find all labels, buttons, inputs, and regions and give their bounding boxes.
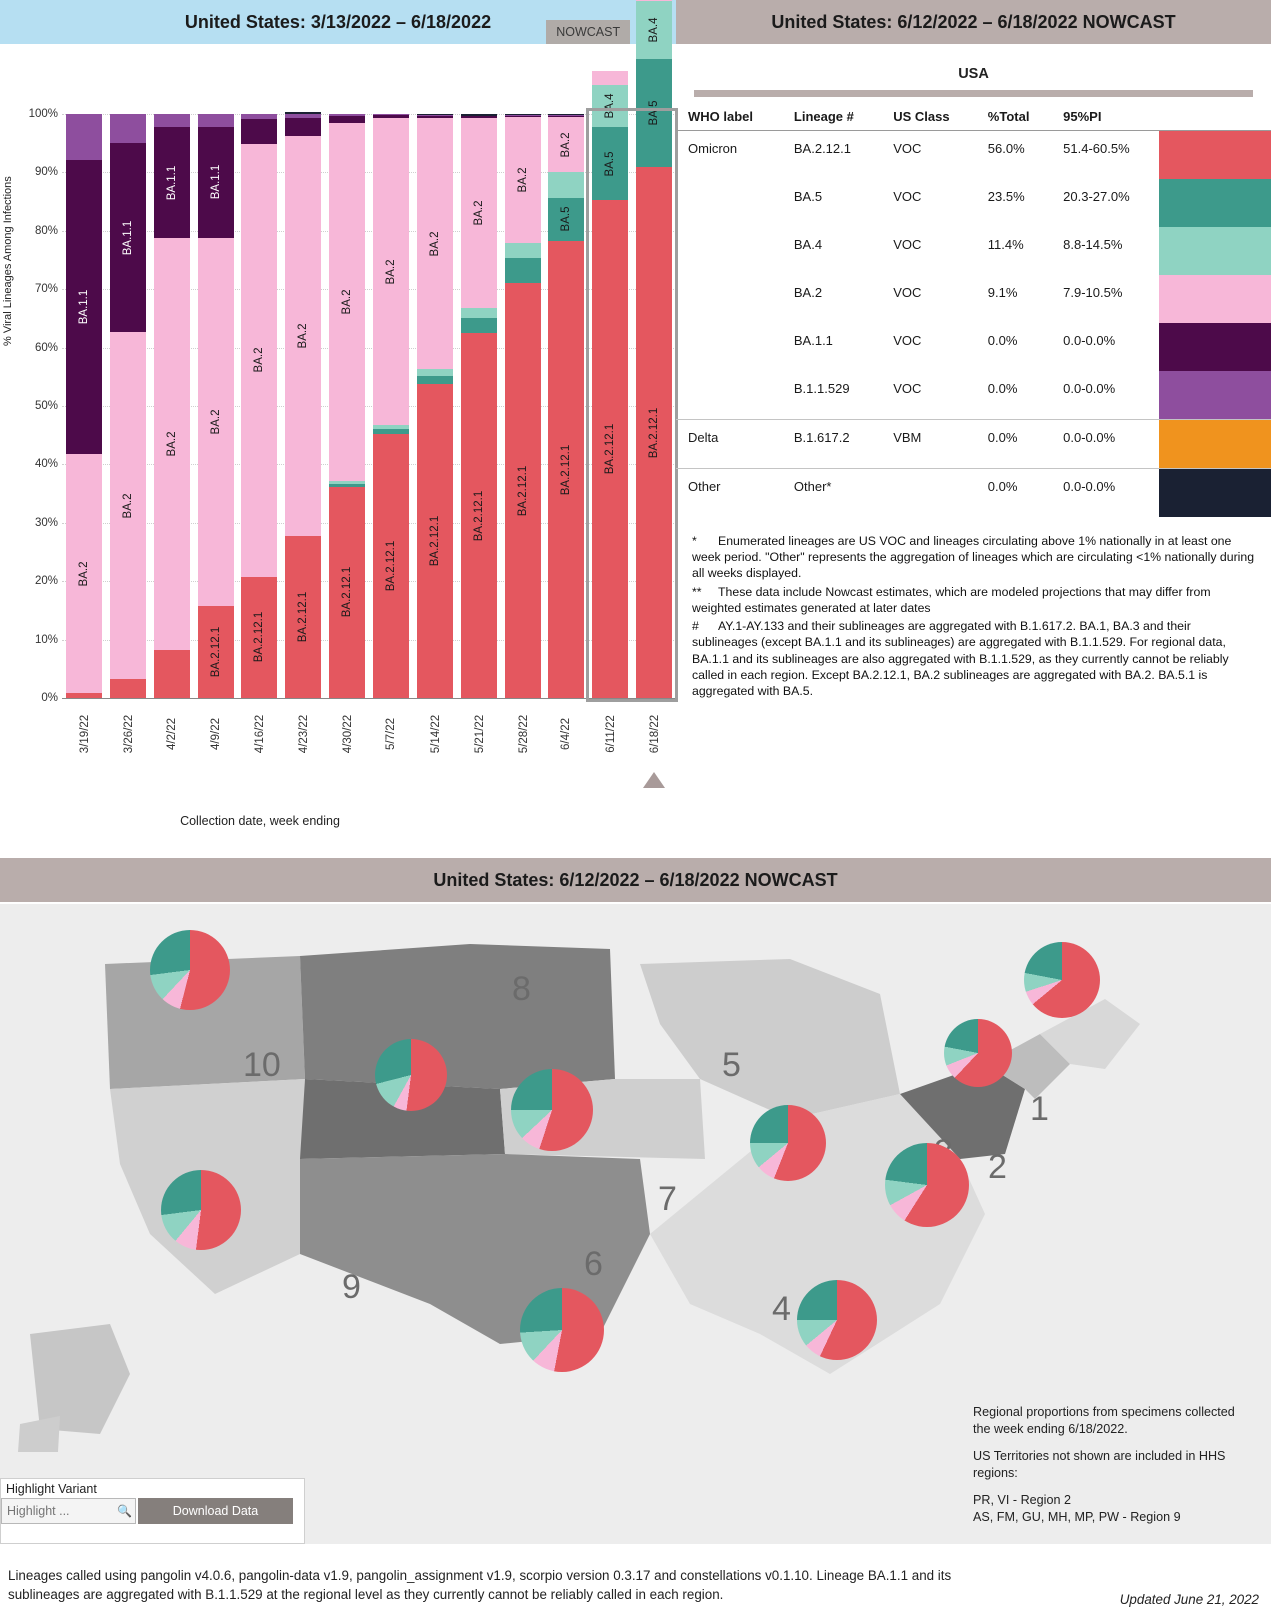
footnote-text: AY.1-AY.133 and their sublineages are aggregated with B.1.617.2. BA.1, BA.3 and their sublineages (except BA.1.1 and its sublineages) are aggregated with B.1.1.529. For regional data, BA.1.1 and its sublineages are also aggregated with B.1.1.529, as they currently cannot be reliably called in each region. Except BA.2.12.1, BA.2 sublineages are aggregated with BA.2. BA.5.1 is aggregated with BA.5. <box>692 619 1229 698</box>
bar-segment[interactable] <box>329 487 365 698</box>
table-row <box>676 323 1271 371</box>
bar-segment-label: BA.2.12.1 <box>297 591 310 643</box>
footnotes <box>692 533 1255 699</box>
footnote-marker: # <box>692 619 699 634</box>
x-tick-label: 6/11/22 <box>604 715 617 753</box>
bar-column[interactable] <box>66 114 102 698</box>
search-icon: 🔍 <box>117 1504 132 1518</box>
bar-segment-label: BA.2 <box>428 231 441 257</box>
bar-segment[interactable] <box>461 118 497 308</box>
cell-lineage: BA.1.1 <box>793 333 833 348</box>
region-number-9: 9 <box>342 1268 361 1306</box>
cell-95pi: 7.9-10.5% <box>1063 285 1123 300</box>
bar-segment[interactable] <box>241 577 277 698</box>
region-number-10: 10 <box>243 1046 281 1084</box>
nowcast-table-panel <box>676 0 1271 852</box>
bar-segment[interactable] <box>241 144 277 576</box>
y-axis-ticks <box>18 108 62 704</box>
cell-who-label <box>676 227 782 275</box>
bar-segment[interactable] <box>66 114 102 160</box>
bar-segment[interactable] <box>505 258 541 284</box>
map-note-line-0: Regional proportions from specimens collected the week ending 6/18/2022. <box>973 1405 1235 1436</box>
region-pie-6[interactable] <box>520 1288 604 1372</box>
y-tick-label: 20% <box>34 575 58 588</box>
table-row <box>676 131 1271 180</box>
bar-segment-label: BA.4 <box>648 17 661 43</box>
cell-color-swatch <box>1159 275 1271 323</box>
cell-color-swatch <box>1159 179 1271 227</box>
cell-95pi: 51.4-60.5% <box>1063 141 1130 156</box>
footnote <box>692 618 1255 699</box>
cell-us-class: VOC <box>893 189 922 204</box>
region-pie-5[interactable] <box>750 1105 826 1181</box>
bar-segment-label: BA.2 <box>560 132 573 158</box>
bar-segment[interactable] <box>417 376 453 384</box>
x-tick-label: 3/26/22 <box>122 714 135 754</box>
x-axis-title: Collection date, week ending <box>180 814 340 828</box>
bar-segment[interactable] <box>373 434 409 698</box>
highlight-input-wrapper <box>1 1498 136 1524</box>
bar-segment[interactable] <box>636 1 672 59</box>
bar-segment[interactable] <box>592 127 628 201</box>
bar-segment[interactable] <box>636 59 672 168</box>
footnote-text: Enumerated lineages are US VOC and lineages circulating above 1% nationally in at least one week period. "Other" represents the aggregation of lineages which are circulating <1% nationally during all weeks displayed. <box>692 534 1255 581</box>
x-tick-label: 5/21/22 <box>473 714 486 754</box>
bar-segment[interactable] <box>373 118 409 425</box>
y-tick-label: 90% <box>34 166 58 179</box>
bar-segment[interactable] <box>198 114 234 127</box>
y-axis-label: % Viral Lineages Among Infections <box>2 176 14 346</box>
bar-column[interactable] <box>329 114 365 698</box>
bar-segment[interactable] <box>592 200 628 698</box>
cell-lineage: Other* <box>793 479 832 494</box>
left-panel-banner: United States: 3/13/2022 – 6/18/2022 <box>0 0 676 44</box>
cell-who-label <box>676 371 782 420</box>
table-row <box>676 227 1271 275</box>
highlight-variant-input[interactable] <box>1 1498 136 1524</box>
cell-lineage: BA.5 <box>793 189 823 204</box>
bar-segment[interactable] <box>198 238 234 606</box>
cell-pct-total: 9.1% <box>987 285 1018 300</box>
bar-segment-label: BA.2.12.1 <box>472 490 485 541</box>
map-note-line-2: PR, VI - Region 2 <box>973 1493 1071 1507</box>
color-swatch <box>1159 179 1271 227</box>
x-tick-label: 5/7/22 <box>384 718 397 750</box>
bar-segment[interactable] <box>329 123 365 481</box>
cell-95pi: 8.8-14.5% <box>1063 237 1123 252</box>
region-number-8: 8 <box>512 970 531 1008</box>
bar-segment[interactable] <box>329 116 365 124</box>
bar-segment[interactable] <box>505 283 541 698</box>
bar-segment-label: BA.2 <box>253 347 266 373</box>
cell-us-class: VBM <box>881 420 976 469</box>
cell-95pi: 0.0-0.0% <box>1063 479 1116 494</box>
region-pie-7[interactable] <box>511 1069 593 1151</box>
updated-date: Updated June 21, 2022 <box>1119 1592 1259 1607</box>
bar-segment[interactable] <box>592 85 628 126</box>
bar-segment[interactable] <box>461 308 497 317</box>
bar-segment-label: BA.1.1 <box>165 165 178 201</box>
bar-segment[interactable] <box>110 143 146 332</box>
bar-segment-label: BA.1.1 <box>121 220 134 255</box>
cell-color-swatch <box>1159 323 1271 371</box>
bar-segment[interactable] <box>548 172 584 197</box>
col-color-swatch <box>1159 103 1271 131</box>
cell-who-label <box>676 323 782 371</box>
bar-segment-label: BA.2 <box>165 431 178 457</box>
cell-lineage: B.1.617.2 <box>782 420 881 469</box>
cell-pct-total: 56.0% <box>987 141 1025 156</box>
cell-color-swatch <box>1159 227 1271 275</box>
bar-segment[interactable] <box>592 71 628 85</box>
bar-segment[interactable] <box>548 241 584 698</box>
color-swatch <box>1159 469 1271 517</box>
bar-segment-label: BA.2.12.1 <box>604 423 617 475</box>
bar-segment-label: BA.2.12.1 <box>428 515 441 567</box>
bar-segment[interactable] <box>548 117 584 172</box>
bar-segment-label: BA.2.12.1 <box>253 612 266 663</box>
bar-segment-label: BA.2.12.1 <box>516 465 529 516</box>
map-note-line-1: US Territories not shown are included in HHS regions: <box>973 1449 1226 1480</box>
y-tick-label: 60% <box>34 341 58 354</box>
bar-segment-label: BA.2.12.1 <box>341 567 354 618</box>
bar-segment[interactable] <box>110 114 146 143</box>
cell-pct-total: 0.0% <box>987 479 1018 494</box>
bar-segment-label: BA.2 <box>209 409 222 435</box>
bar-segment[interactable] <box>154 127 190 238</box>
bar-segment[interactable] <box>198 127 234 238</box>
right-panel-banner: United States: 6/12/2022 – 6/18/2022 NOWCAST <box>676 0 1271 44</box>
region-pie-10[interactable] <box>150 930 230 1010</box>
regional-map-panel <box>0 858 1271 1558</box>
bar-column[interactable] <box>198 114 234 698</box>
highlight-variant-label: Highlight Variant <box>6 1482 97 1496</box>
bar-column[interactable] <box>285 112 321 698</box>
bar-segment[interactable] <box>505 117 541 243</box>
usa-table-title: USA <box>958 66 989 82</box>
footer-method-text: Lineages called using pangolin v4.0.6, pangolin-data v1.9, pangolin_assignment v1.9, scorpio version 0.3.17 and constellations v0.1.10. Lineage BA.1.1 and its sublineages are aggregated with B.1.1.529 at the regional level as they currently cannot be reliably called in each region. <box>8 1568 952 1603</box>
x-tick-label: 6/4/22 <box>560 718 573 750</box>
bar-segment[interactable] <box>66 160 102 454</box>
table-row <box>676 275 1271 323</box>
region-number-4: 4 <box>772 1290 791 1328</box>
cell-pct-total: 23.5% <box>987 189 1025 204</box>
table-row <box>676 420 1271 469</box>
bar-segment[interactable] <box>154 238 190 649</box>
bar-segment-label: BA.4 <box>604 93 617 119</box>
color-swatch <box>1159 227 1271 275</box>
bar-column[interactable] <box>373 114 409 698</box>
cell-lineage: B.1.1.529 <box>782 371 881 420</box>
y-tick-label: 30% <box>34 516 58 529</box>
bar-column[interactable] <box>241 114 277 698</box>
x-tick-label: 3/19/22 <box>79 714 92 754</box>
color-swatch <box>1159 275 1271 323</box>
region-pie-3[interactable] <box>885 1143 969 1227</box>
color-swatch <box>1159 323 1271 371</box>
bar-segment[interactable] <box>285 136 321 537</box>
bar-segment-label: BA.2 <box>77 561 90 587</box>
table-row <box>676 179 1271 227</box>
cell-who-label: Other <box>688 479 721 494</box>
bar-segment-label: BA.2 <box>472 200 485 226</box>
bar-column[interactable] <box>636 0 672 698</box>
col-pct-total: %Total <box>976 103 1051 131</box>
map-panel-banner: United States: 6/12/2022 – 6/18/2022 NOWCAST <box>0 858 1271 902</box>
bar-segment[interactable] <box>548 198 584 242</box>
bar-segment[interactable] <box>461 333 497 698</box>
y-tick-label: 70% <box>34 283 58 296</box>
y-tick-label: 100% <box>28 108 58 120</box>
y-tick-label: 10% <box>34 633 58 646</box>
map-note <box>965 1394 1255 1536</box>
x-tick-label: 6/18/22 <box>649 714 662 754</box>
x-tick-label: 4/2/22 <box>165 718 178 750</box>
usa-table-rule <box>694 90 1253 97</box>
cell-who-label: Delta <box>676 420 782 469</box>
region-pie-9[interactable] <box>161 1170 241 1250</box>
x-tick-label: 5/28/22 <box>517 714 530 754</box>
region-pie-1[interactable] <box>1024 942 1100 1018</box>
x-tick-label: 4/16/22 <box>254 714 267 754</box>
region-pie-8[interactable] <box>375 1039 447 1111</box>
region-number-6: 6 <box>584 1245 603 1283</box>
x-tick-label: 4/9/22 <box>209 718 222 750</box>
bar-segment[interactable] <box>505 243 541 258</box>
y-tick-label: 50% <box>34 400 58 412</box>
col-us-class: US Class <box>881 103 976 131</box>
cell-who-label <box>676 179 782 227</box>
cell-color-swatch <box>1159 371 1271 420</box>
x-axis-tick-labels <box>62 704 676 784</box>
cell-95pi: 0.0-0.0% <box>1051 371 1159 420</box>
bar-segment-label: BA.2 <box>297 323 310 349</box>
region-pie-4[interactable] <box>797 1280 877 1360</box>
col-95pi: 95%PI <box>1051 103 1159 131</box>
x-axis-line <box>62 698 676 699</box>
bar-segment-label: BA.5 <box>648 100 661 126</box>
footer <box>0 1558 1271 1619</box>
cell-who-label <box>676 275 782 323</box>
bar-segment-label: BA.2.12.1 <box>209 626 222 678</box>
cell-lineage: BA.2 <box>793 285 823 300</box>
us-hhs-region-map[interactable] <box>0 904 1271 1544</box>
footnote <box>692 584 1255 616</box>
cell-us-class: VOC <box>893 141 922 156</box>
map-note-line-3: AS, FM, GU, MH, MP, PW - Region 9 <box>973 1510 1181 1524</box>
footnote-marker: ** <box>692 584 702 599</box>
color-swatch <box>1159 420 1271 468</box>
cell-pct-total: 11.4% <box>987 237 1024 252</box>
bar-segment-label: BA.2.12.1 <box>560 444 573 495</box>
region-number-1: 1 <box>1030 1090 1049 1128</box>
cell-us-class: VOC <box>893 237 922 252</box>
bar-column[interactable] <box>110 114 146 698</box>
region-number-5: 5 <box>722 1046 741 1084</box>
bar-segment-label: BA.5 <box>604 151 617 177</box>
bar-column[interactable] <box>548 114 584 698</box>
bar-segment-label: BA.2.12.1 <box>384 540 397 592</box>
bar-segment[interactable] <box>285 118 321 136</box>
cell-lineage: BA.2.12.1 <box>793 141 851 156</box>
region-number-7: 7 <box>658 1180 677 1218</box>
cell-lineage: BA.4 <box>793 237 823 252</box>
bar-segment-label: BA.2.12.1 <box>648 407 661 458</box>
nowcast-tag: NOWCAST <box>546 20 630 44</box>
color-swatch <box>1159 131 1271 179</box>
cell-pct-total: 0.0% <box>987 333 1018 348</box>
cell-color-swatch <box>1159 420 1271 469</box>
bar-column[interactable] <box>461 114 497 698</box>
y-tick-label: 80% <box>34 224 58 237</box>
y-tick-label: 40% <box>34 458 58 471</box>
bar-segment[interactable] <box>154 650 190 698</box>
footnote-marker: * <box>692 534 697 548</box>
footnote-text: These data include Nowcast estimates, which are modeled projections that may differ from weighted estimates generated at later dates <box>692 584 1211 615</box>
bar-segment[interactable] <box>285 536 321 698</box>
bar-column[interactable] <box>592 71 628 698</box>
bar-segment[interactable] <box>154 114 190 127</box>
bar-segment-label: BA.1.1 <box>77 289 90 325</box>
bar-segment-label: BA.5 <box>560 206 573 232</box>
cell-us-class: VOC <box>881 371 976 420</box>
table-header-row <box>676 103 1271 131</box>
bar-segment-label: BA.2 <box>384 259 397 285</box>
col-who-label: WHO label <box>676 103 782 131</box>
cell-us-class: VOC <box>893 333 922 348</box>
cell-95pi: 0.0-0.0% <box>1063 333 1116 348</box>
bar-segment-label: BA.2 <box>341 289 354 315</box>
cell-pct-total: 0.0% <box>976 371 1051 420</box>
y-tick-label: 0% <box>41 692 58 704</box>
bar-segment[interactable] <box>110 679 146 698</box>
download-data-button[interactable]: Download Data <box>138 1498 293 1524</box>
lineage-table <box>676 103 1271 517</box>
bar-segment[interactable] <box>417 384 453 698</box>
x-tick-label: 5/14/22 <box>429 714 442 754</box>
cell-95pi: 20.3-27.0% <box>1063 189 1130 204</box>
region-number-2: 2 <box>988 1148 1007 1186</box>
x-tick-label: 4/30/22 <box>342 714 355 754</box>
bar-segment-label: BA.2 <box>516 167 529 193</box>
cell-us-class <box>881 469 976 518</box>
national-trend-panel <box>0 0 676 852</box>
bar-segment-label: BA.1.1 <box>209 165 222 200</box>
highlight-variant-control <box>0 1478 305 1544</box>
nowcast-pointer-icon <box>643 772 665 788</box>
color-swatch <box>1159 371 1271 419</box>
region-pie-2[interactable] <box>944 1019 1012 1087</box>
bar-segment[interactable] <box>241 119 277 145</box>
cell-who-label: Omicron <box>688 141 738 156</box>
col-lineage: Lineage # <box>782 103 881 131</box>
footnote <box>692 533 1255 582</box>
bar-segment[interactable] <box>198 606 234 698</box>
table-row <box>676 469 1271 518</box>
cell-us-class: VOC <box>893 285 922 300</box>
bar-column[interactable] <box>505 114 541 698</box>
cell-color-swatch <box>1159 469 1271 518</box>
bar-column[interactable] <box>417 114 453 698</box>
bar-segment[interactable] <box>461 318 497 333</box>
cell-95pi: 0.0-0.0% <box>1051 420 1159 469</box>
bar-segment[interactable] <box>636 167 672 698</box>
x-tick-label: 4/23/22 <box>298 714 311 754</box>
bar-segment[interactable] <box>66 454 102 693</box>
bar-segment[interactable] <box>110 332 146 679</box>
cell-pct-total: 0.0% <box>976 420 1051 469</box>
bar-segment[interactable] <box>417 118 453 369</box>
cell-color-swatch <box>1159 131 1271 180</box>
bar-segment-label: BA.2 <box>121 493 134 519</box>
bar-segment[interactable] <box>66 693 102 698</box>
bar-column[interactable] <box>154 114 190 698</box>
table-row <box>676 371 1271 420</box>
